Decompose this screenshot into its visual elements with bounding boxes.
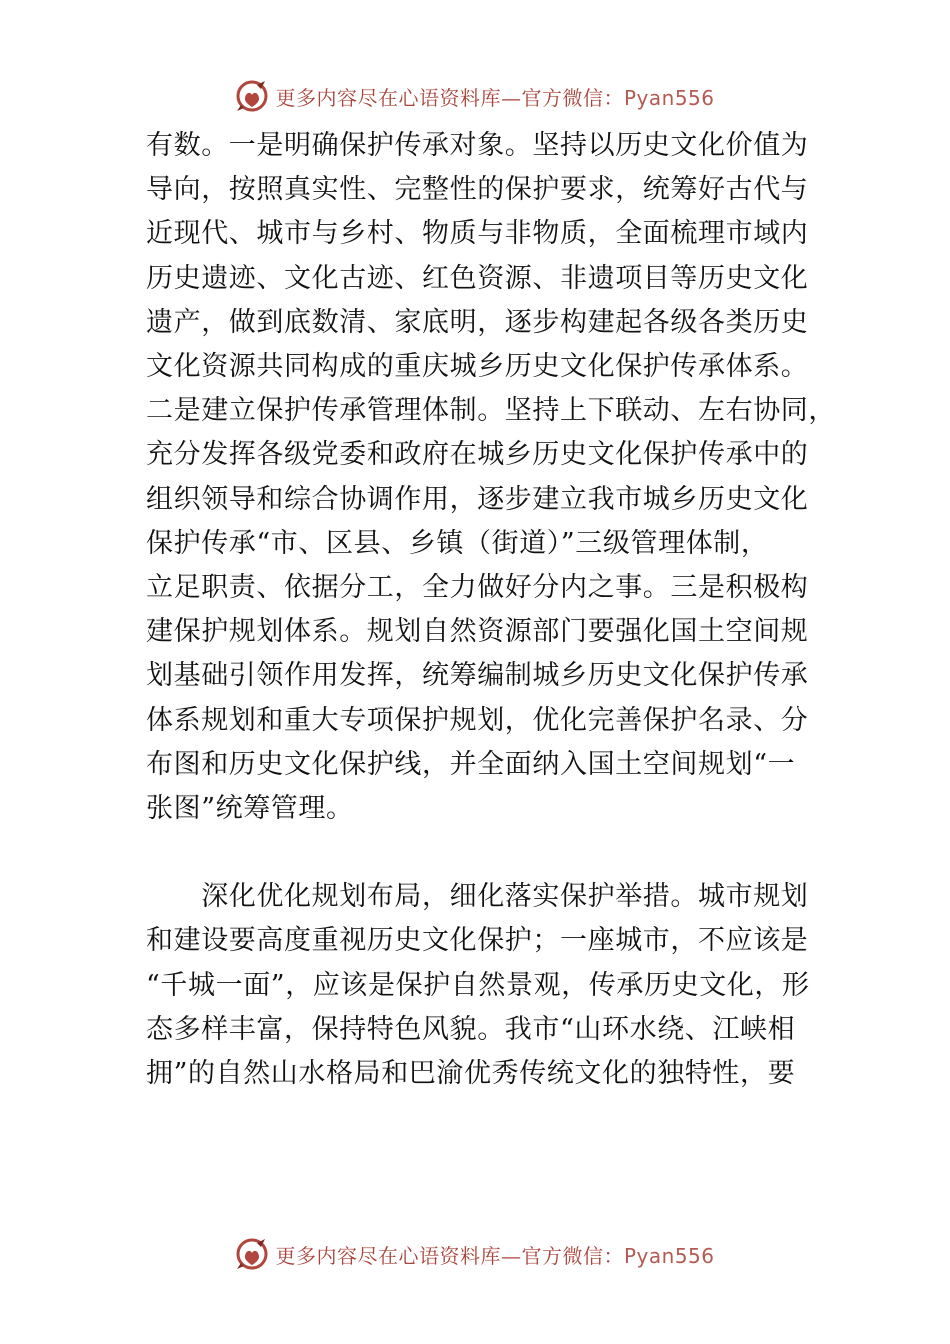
text-line: 体系规划和重大专项保护规划，优化完善保护名录、分	[146, 704, 809, 736]
text-line: 近现代、城市与乡村、物质与非物质，全面梳理市域内	[146, 218, 809, 250]
text-line: 立足职责、依据分工，全力做好分内之事。三是积极构	[146, 572, 809, 604]
text-line: 建保护规划体系。规划自然资源部门要强化国土空间规	[146, 616, 809, 648]
header-banner	[0, 74, 950, 118]
text-line: 导向，按照真实性、完整性的保护要求，统筹好古代与	[146, 174, 809, 206]
text-line: 文化资源共同构成的重庆城乡历史文化保护传承体系。	[146, 351, 809, 383]
document-body	[146, 124, 836, 1096]
text-line: “千城一面”，应该是保护自然景观，传承历史文化，形	[146, 969, 810, 1001]
paragraph-2	[146, 875, 810, 1096]
text-line: 张图”统筹管理。	[146, 793, 354, 825]
header-banner-text	[275, 82, 714, 111]
text-line: 充分发挥各级党委和政府在城乡历史文化保护传承中的	[146, 439, 809, 471]
footer-banner	[0, 1232, 950, 1276]
footer-wechat-id: Pyan556	[623, 1243, 715, 1268]
text-line: 组织领导和综合协调作用，逐步建立我市城乡历史文化	[146, 483, 809, 515]
footer-banner-text	[275, 1240, 714, 1269]
text-line: 遗产，做到底数清、家底明，逐步构建起各级各类历史	[146, 306, 809, 338]
heart-pen-logo-icon	[235, 79, 269, 113]
text-line: 拥”的自然山水格局和巴渝优秀传统文化的独特性，要	[146, 1058, 796, 1090]
text-line: 有数。一是明确保护传承对象。坚持以历史文化价值为	[146, 130, 809, 161]
header-banner-label: 更多内容尽在心语资料库—官方微信：	[275, 85, 624, 110]
text-line: 划基础引领作用发挥，统筹编制城乡历史文化保护传承	[146, 660, 809, 692]
text-line: 和建设要高度重视历史文化保护；一座城市，不应该是	[146, 925, 809, 957]
heart-pen-logo-icon	[235, 1237, 269, 1271]
header-wechat-id: Pyan556	[623, 85, 715, 110]
text-line: 二是建立保护传承管理体制。坚持上下联动、左右协同，	[146, 395, 836, 427]
paragraph-gap	[146, 831, 810, 875]
footer-banner-label: 更多内容尽在心语资料库—官方微信：	[275, 1243, 624, 1268]
text-line: 历史遗迹、文化古迹、红色资源、非遗项目等历史文化	[146, 262, 809, 294]
text-line: 深化优化规划布局，细化落实保护举措。城市规划	[146, 881, 809, 913]
text-line: 态多样丰富，保持特色风貌。我市“山环水绕、江峡相	[146, 1013, 796, 1045]
text-line: 保护传承“市、区县、乡镇（街道）”三级管理体制，	[146, 527, 769, 559]
text-line: 布图和历史文化保护线，并全面纳入国土空间规划“一	[146, 748, 796, 780]
paragraph-1	[146, 124, 836, 831]
